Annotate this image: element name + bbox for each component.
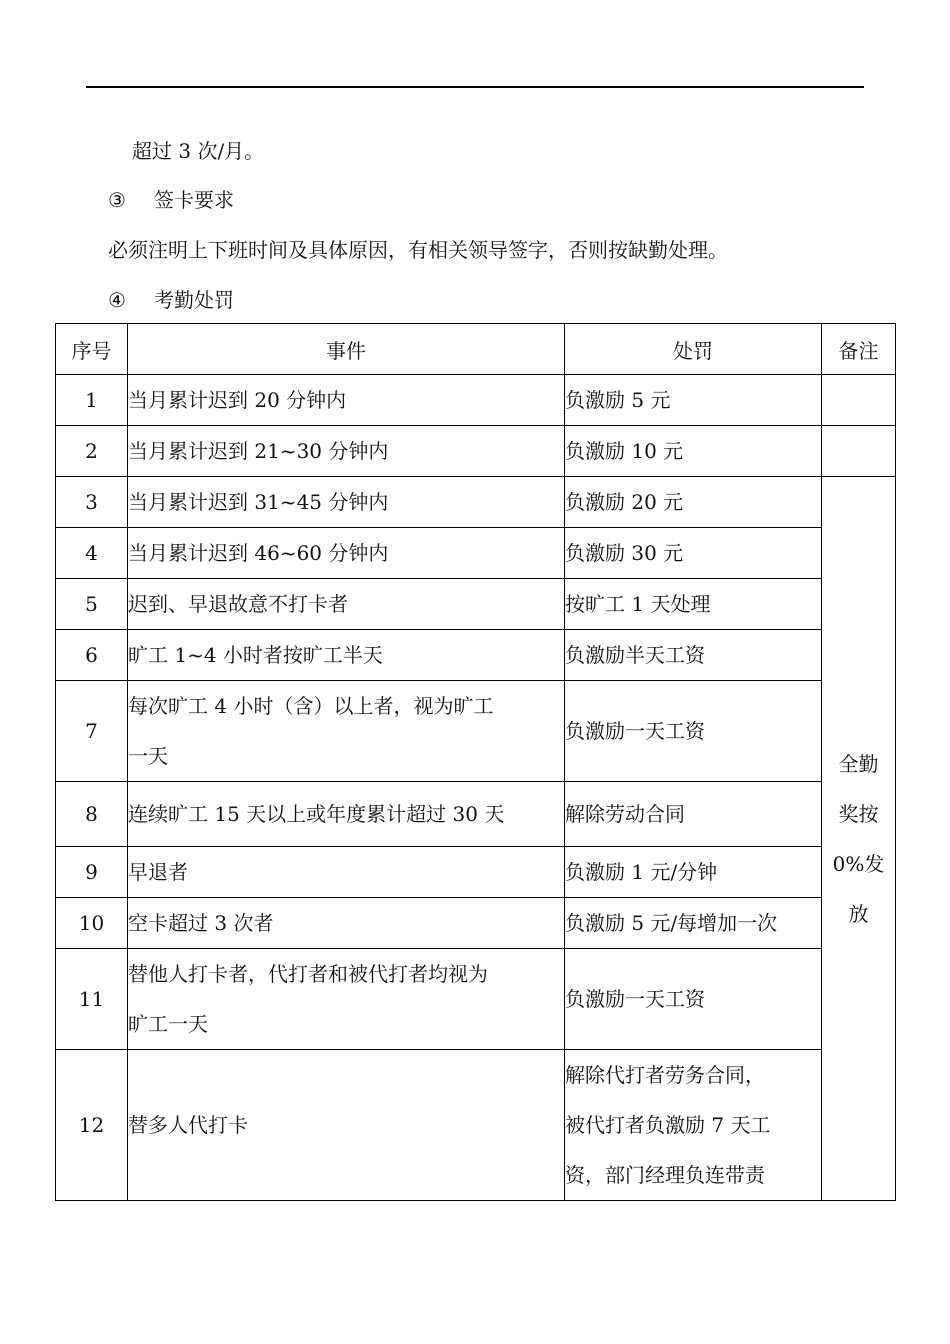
table-row [56,579,896,630]
row-seq: 2 [56,426,128,477]
table-row [56,898,896,949]
row-seq: 11 [56,949,128,1050]
row-event: 空卡超过 3 次者 [128,898,565,949]
row-seq: 12 [56,1050,128,1201]
full-attendance-note [822,477,896,1201]
row-seq: 9 [56,847,128,898]
row-seq: 8 [56,782,128,847]
row-penalty: 负激励半天工资 [565,630,822,681]
row-seq: 5 [56,579,128,630]
row-seq: 1 [56,375,128,426]
row-note-empty [822,426,896,477]
header-note: 备注 [822,324,896,375]
row-event: 当月累计迟到 46~60 分钟内 [128,528,565,579]
header-penalty: 处罚 [565,324,822,375]
row-seq: 6 [56,630,128,681]
row-seq: 4 [56,528,128,579]
note-line: 全勤 [838,751,879,776]
paragraph-continuation: 超过 3 次/月。 [132,139,265,163]
row-penalty: 负激励 30 元 [565,528,822,579]
row-seq: 7 [56,681,128,782]
row-penalty: 负激励一天工资 [565,681,822,782]
table-row [56,782,896,847]
row-event [128,681,565,782]
row-penalty: 负激励 10 元 [565,426,822,477]
table-header-row [56,324,896,375]
attendance-penalty-table [55,323,896,1201]
note-line: 奖按 [838,801,879,826]
table-row [56,630,896,681]
row-event: 连续旷工 15 天以上或年度累计超过 30 天 [128,782,565,847]
row-event-line: 替他人打卡者，代打者和被代打者均视为 [128,962,488,986]
row-penalty: 按旷工 1 天处理 [565,579,822,630]
table-row [56,528,896,579]
row-penalty-line: 资，部门经理负连带责 [565,1163,765,1187]
section-3-marker: ③ [108,188,126,212]
row-penalty-line: 被代打者负激励 7 天工 [565,1113,771,1137]
row-event-line: 每次旷工 4 小时（含）以上者，视为旷工 [128,694,494,718]
section-4-title: 考勤处罚 [154,288,234,312]
table-row [56,847,896,898]
row-seq: 3 [56,477,128,528]
row-event: 旷工 1~4 小时者按旷工半天 [128,630,565,681]
row-event: 当月累计迟到 31~45 分钟内 [128,477,565,528]
note-line: 0%发 [832,851,885,876]
row-event: 早退者 [128,847,565,898]
row-penalty [565,1050,822,1201]
row-event: 替多人代打卡 [128,1050,565,1201]
header-seq: 序号 [56,324,128,375]
section-3-title: 签卡要求 [154,188,234,212]
table-row [56,477,896,528]
row-event: 当月累计迟到 20 分钟内 [128,375,565,426]
header-rule [86,86,864,88]
section-3-heading [108,190,234,210]
header-event: 事件 [128,324,565,375]
row-event-line: 旷工一天 [128,1012,208,1036]
section-4-heading [108,290,234,310]
row-penalty: 解除劳动合同 [565,782,822,847]
row-penalty: 负激励 5 元/每增加一次 [565,898,822,949]
row-penalty-line: 解除代打者劳务合同， [565,1063,765,1087]
table-row [56,1050,896,1201]
table-row [56,375,896,426]
row-penalty: 负激励一天工资 [565,949,822,1050]
row-penalty: 负激励 20 元 [565,477,822,528]
row-event: 迟到、早退故意不打卡者 [128,579,565,630]
table-row [56,949,896,1050]
table-row [56,681,896,782]
row-penalty: 负激励 5 元 [565,375,822,426]
row-note-empty [822,375,896,426]
row-penalty: 负激励 1 元/分钟 [565,847,822,898]
row-event-line: 一天 [128,744,168,768]
table-row [56,426,896,477]
row-event [128,949,565,1050]
row-event: 当月累计迟到 21~30 分钟内 [128,426,565,477]
section-4-marker: ④ [108,288,126,312]
note-line: 放 [848,901,869,926]
sign-card-requirement: 必须注明上下班时间及具体原因，有相关领导签字，否则按缺勤处理。 [108,238,728,262]
row-seq: 10 [56,898,128,949]
